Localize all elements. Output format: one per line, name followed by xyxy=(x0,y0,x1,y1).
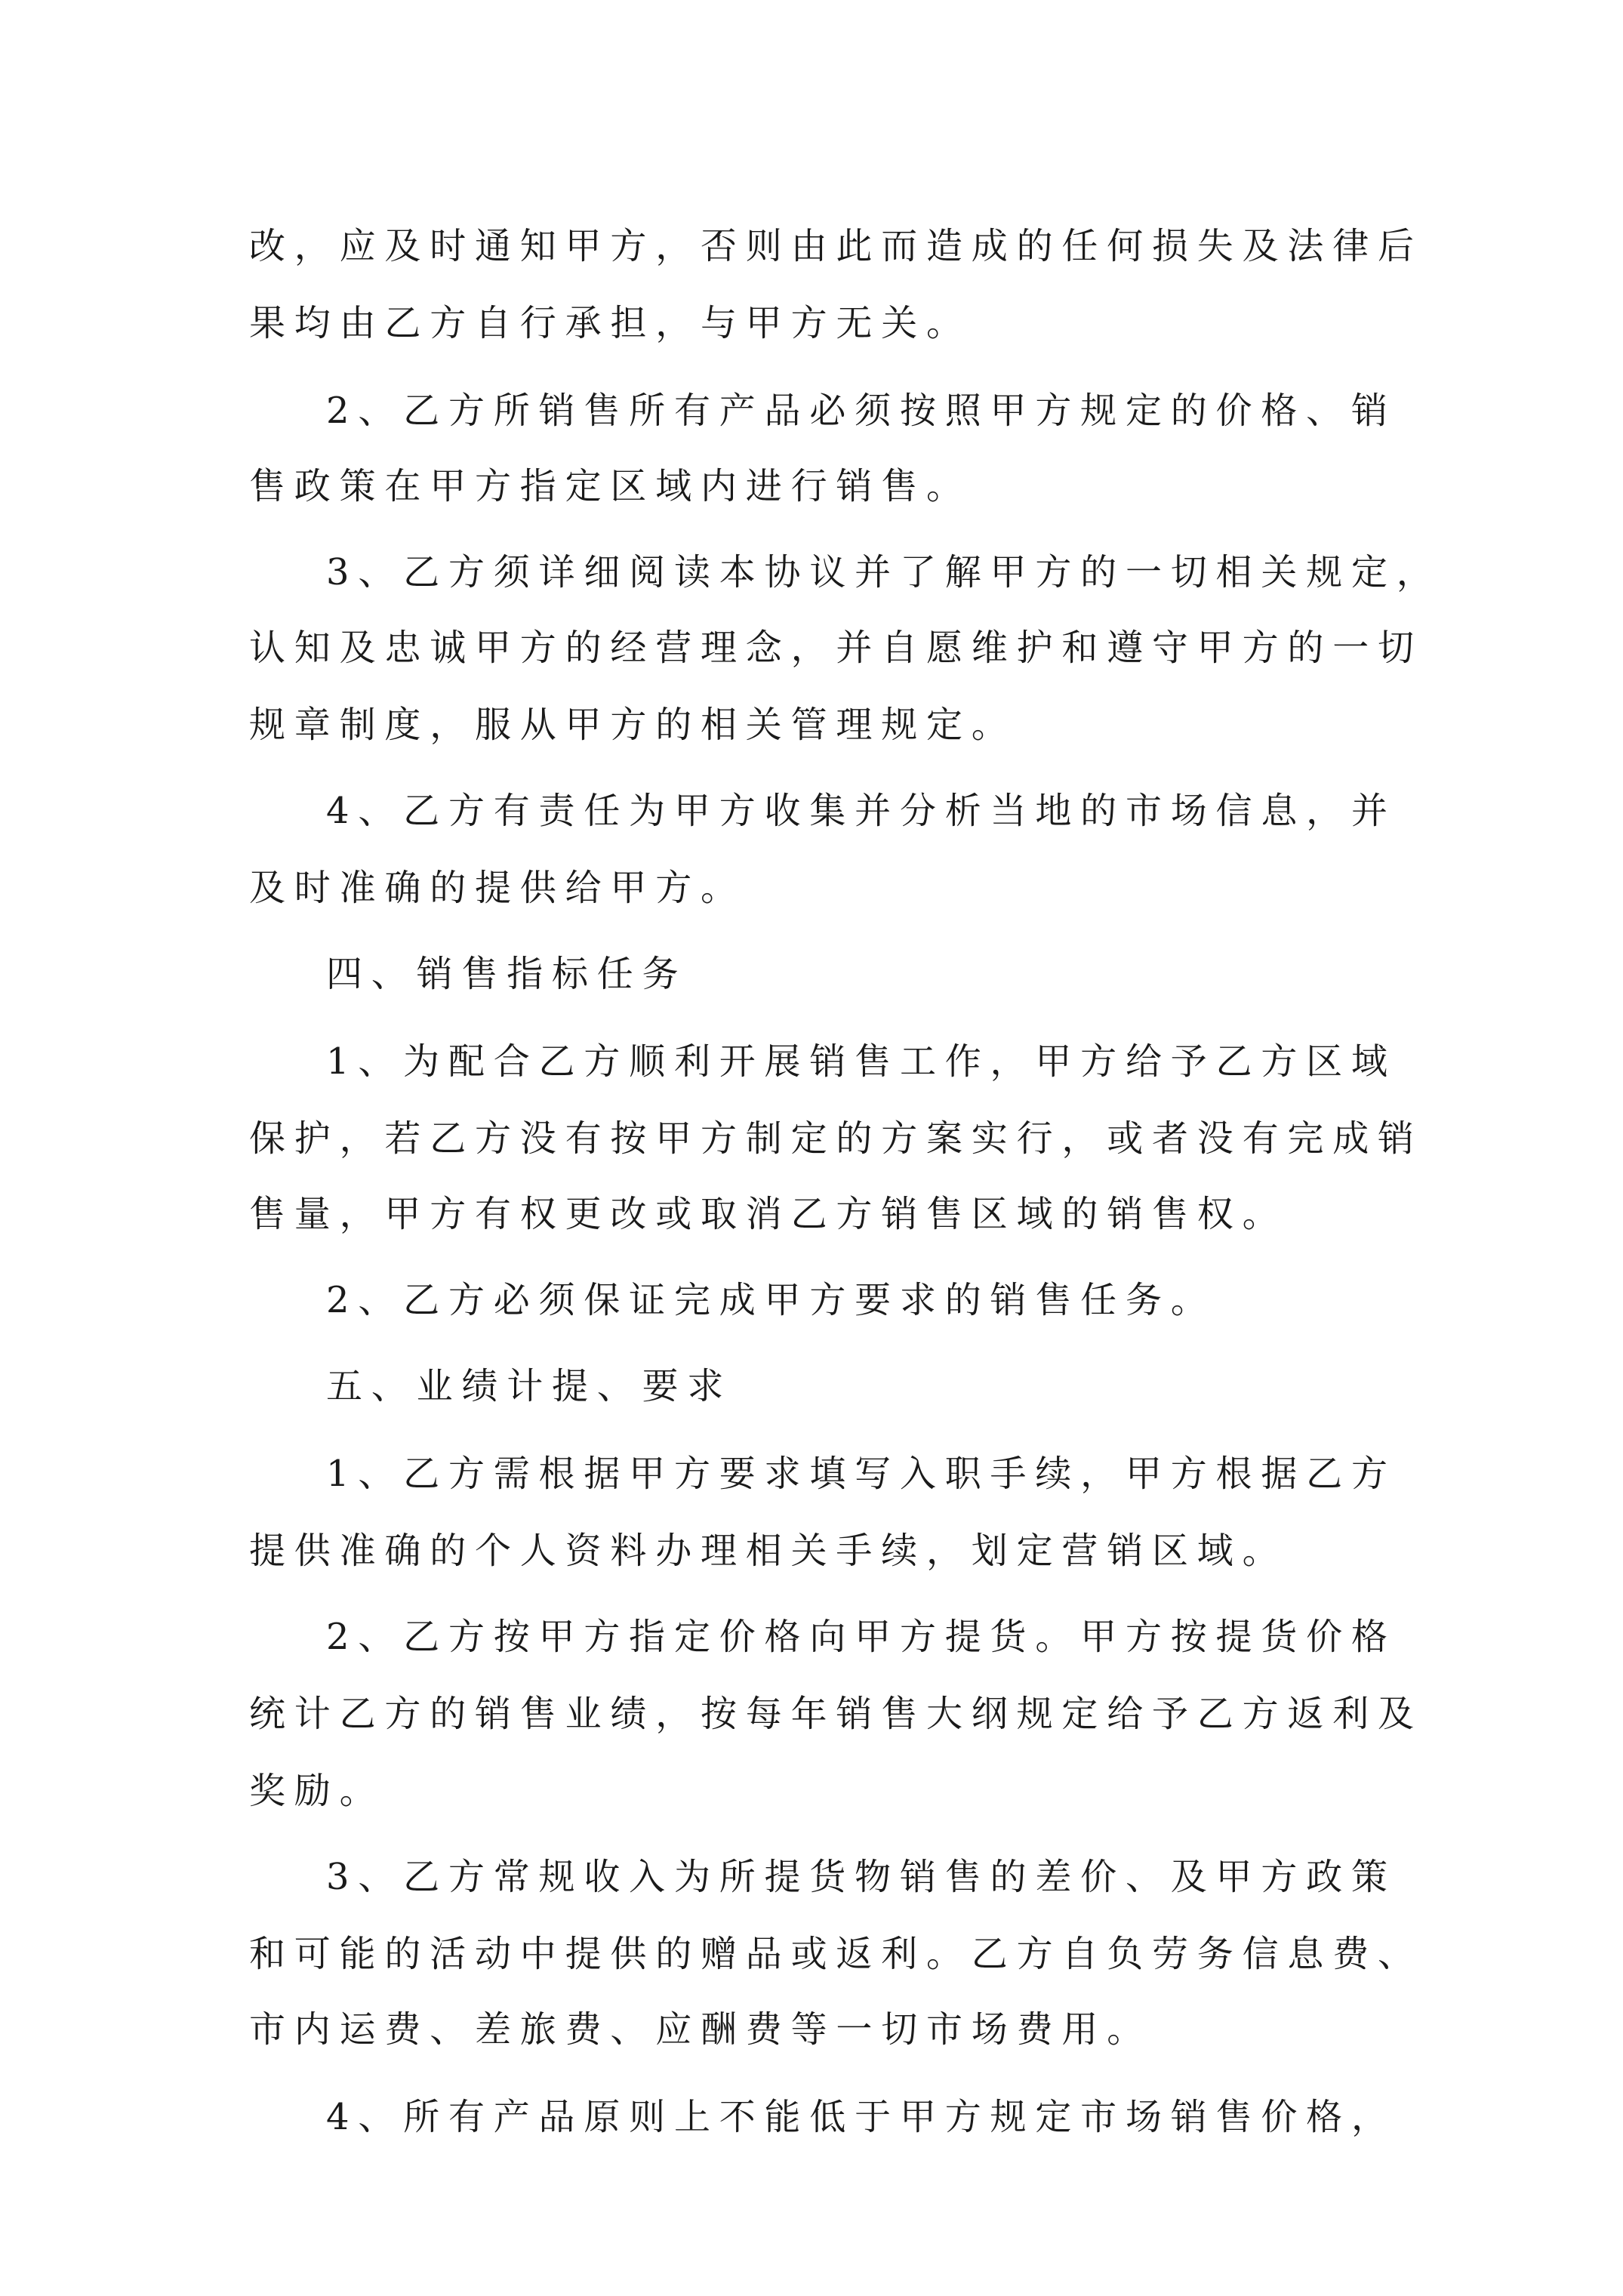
paragraph-line: 3、乙方常规收入为所提货物销售的差价、及甲方政策 xyxy=(326,1856,1397,1898)
section-heading: 五、业绩计提、要求 xyxy=(326,1365,733,1407)
paragraph-line: 认知及忠诚甲方的经营理念，并自愿维护和遵守甲方的一切 xyxy=(249,627,1423,669)
paragraph-line: 2、乙方按甲方指定价格向甲方提货。甲方按提货价格 xyxy=(326,1616,1397,1658)
paragraph-line: 规章制度，服从甲方的相关管理规定。 xyxy=(249,704,1017,746)
paragraph-line: 1、乙方需根据甲方要求填写入职手续，甲方根据乙方 xyxy=(326,1453,1397,1495)
paragraph-line: 果均由乙方自行承担，与甲方无关。 xyxy=(249,302,972,344)
paragraph-line: 4、乙方有责任为甲方收集并分析当地的市场信息，并 xyxy=(326,790,1397,832)
paragraph-line: 2、乙方所销售所有产品必须按照甲方规定的价格、销 xyxy=(326,390,1397,432)
paragraph-line: 奖励。 xyxy=(249,1770,385,1812)
paragraph-line: 保护，若乙方没有按甲方制定的方案实行，或者没有完成销 xyxy=(249,1117,1423,1160)
paragraph-line: 统计乙方的销售业绩，按每年销售大纲规定给予乙方返利及 xyxy=(249,1693,1423,1735)
paragraph-line: 改，应及时通知甲方，否则由此而造成的任何损失及法律后 xyxy=(249,225,1423,267)
paragraph-line: 市内运费、差旅费、应酬费等一切市场费用。 xyxy=(249,2008,1153,2051)
paragraph-line: 1、为配合乙方顺利开展销售工作，甲方给予乙方区域 xyxy=(326,1040,1397,1083)
paragraph-line: 售量，甲方有权更改或取消乙方销售区域的销售权。 xyxy=(249,1193,1288,1235)
paragraph-line: 4、所有产品原则上不能低于甲方规定市场销售价格， xyxy=(326,2096,1397,2138)
paragraph-line: 和可能的活动中提供的赠品或返利。乙方自负劳务信息费、 xyxy=(249,1933,1423,1975)
section-heading: 四、销售指标任务 xyxy=(326,953,688,995)
paragraph-line: 2、乙方必须保证完成甲方要求的销售任务。 xyxy=(326,1279,1216,1321)
paragraph-line: 及时准确的提供给甲方。 xyxy=(249,867,746,909)
paragraph-line: 售政策在甲方指定区域内进行销售。 xyxy=(249,465,972,507)
paragraph-line: 提供准确的个人资料办理相关手续，划定营销区域。 xyxy=(249,1530,1288,1572)
paragraph-line: 3、乙方须详细阅读本协议并了解甲方的一切相关规定， xyxy=(326,551,1442,593)
